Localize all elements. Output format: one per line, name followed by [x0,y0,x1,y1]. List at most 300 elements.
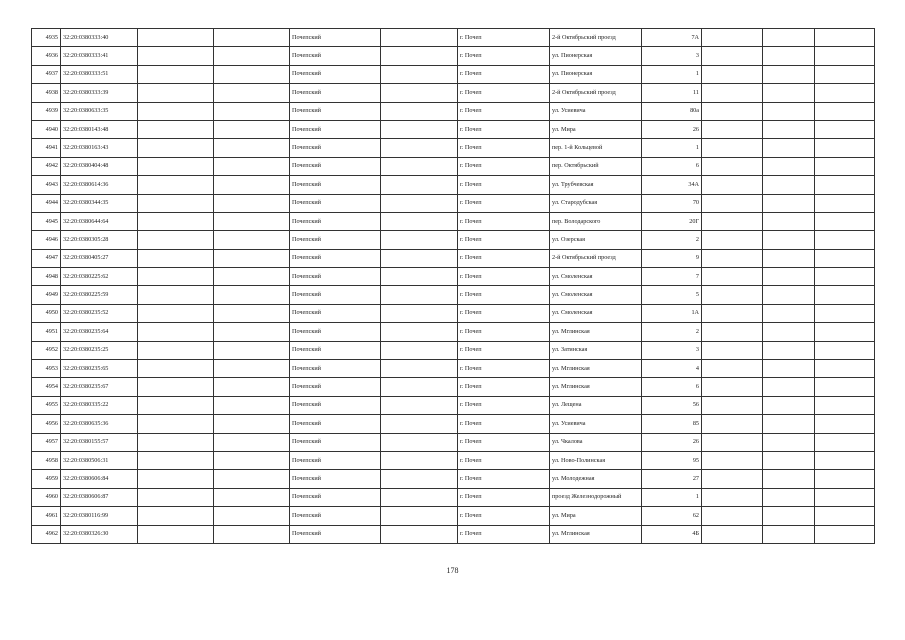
district-cell: Почепский [290,157,381,175]
district-cell: Почепский [290,84,381,102]
empty-cell [702,120,763,138]
cadastral-number-cell: 32:20:0380235:67 [61,378,138,396]
cadastral-number-cell: 32:20:0380116:99 [61,507,138,525]
empty-cell [381,212,458,230]
city-cell: г. Почеп [458,451,550,469]
empty-cell [702,378,763,396]
empty-cell [214,433,290,451]
empty-cell [763,507,815,525]
empty-cell [214,231,290,249]
empty-cell [138,65,214,83]
empty-cell [214,157,290,175]
table-row [32,525,875,543]
cadastral-number-cell: 32:20:0380235:64 [61,323,138,341]
empty-cell [815,451,875,469]
empty-cell [702,65,763,83]
house-number-cell: 1 [642,139,702,157]
row-number-cell: 4958 [32,451,61,469]
row-number-cell: 4949 [32,286,61,304]
house-number-cell: 5 [642,286,702,304]
empty-cell [702,525,763,543]
city-cell: г. Почеп [458,157,550,175]
empty-cell [381,525,458,543]
empty-cell [214,360,290,378]
cadastral-number-cell: 32:20:0380235:65 [61,360,138,378]
empty-cell [702,29,763,47]
row-number-cell: 4961 [32,507,61,525]
empty-cell [381,84,458,102]
empty-cell [138,47,214,65]
row-number-cell: 4936 [32,47,61,65]
district-cell: Почепский [290,433,381,451]
table-row [32,286,875,304]
empty-cell [214,507,290,525]
row-number-cell: 4959 [32,470,61,488]
empty-cell [381,249,458,267]
city-cell: г. Почеп [458,415,550,433]
empty-cell [214,286,290,304]
page-number: 178 [446,566,459,575]
empty-cell [138,120,214,138]
district-cell: Почепский [290,194,381,212]
table-row [32,231,875,249]
district-cell: Почепский [290,507,381,525]
empty-cell [702,157,763,175]
street-cell: ул. Лещена [550,396,642,414]
empty-cell [214,304,290,322]
house-number-cell: 7А [642,29,702,47]
empty-cell [214,102,290,120]
empty-cell [381,47,458,65]
street-cell: ул. Смоленская [550,268,642,286]
street-cell: пер. 1-й Кольцевой [550,139,642,157]
table-row [32,268,875,286]
empty-cell [763,47,815,65]
empty-cell [381,194,458,212]
empty-cell [702,341,763,359]
table-row [32,433,875,451]
empty-cell [815,323,875,341]
empty-cell [214,139,290,157]
empty-cell [815,286,875,304]
city-cell: г. Почеп [458,378,550,396]
empty-cell [138,102,214,120]
empty-cell [138,304,214,322]
street-cell: ул. Мглинская [550,323,642,341]
empty-cell [763,120,815,138]
empty-cell [138,341,214,359]
table-row [32,120,875,138]
cadastral-number-cell: 32:20:0380326:30 [61,525,138,543]
empty-cell [763,451,815,469]
empty-cell [815,378,875,396]
empty-cell [815,231,875,249]
house-number-cell: 26 [642,120,702,138]
empty-cell [815,360,875,378]
empty-cell [763,29,815,47]
street-cell: ул. Смоленская [550,304,642,322]
cadastral-number-cell: 32:20:0380633:35 [61,102,138,120]
house-number-cell: 80а [642,102,702,120]
street-cell: ул. Чкалова [550,433,642,451]
empty-cell [815,157,875,175]
street-cell: 2-й Октябрьский проезд [550,84,642,102]
table-row [32,488,875,506]
table-row [32,470,875,488]
empty-cell [214,65,290,83]
empty-cell [138,157,214,175]
empty-cell [702,304,763,322]
city-cell: г. Почеп [458,268,550,286]
row-number-cell: 4947 [32,249,61,267]
empty-cell [815,29,875,47]
district-cell: Почепский [290,304,381,322]
empty-cell [138,84,214,102]
empty-cell [702,507,763,525]
city-cell: г. Почеп [458,488,550,506]
empty-cell [381,268,458,286]
cadastral-number-cell: 32:20:0380344:35 [61,194,138,212]
empty-cell [702,84,763,102]
empty-cell [815,268,875,286]
row-number-cell: 4945 [32,212,61,230]
cadastral-number-cell: 32:20:0380235:52 [61,304,138,322]
table-row [32,360,875,378]
district-cell: Почепский [290,139,381,157]
row-number-cell: 4952 [32,341,61,359]
cadastral-number-cell: 32:20:0380333:40 [61,29,138,47]
district-cell: Почепский [290,360,381,378]
empty-cell [138,433,214,451]
empty-cell [815,249,875,267]
empty-cell [763,488,815,506]
empty-cell [815,304,875,322]
city-cell: г. Почеп [458,120,550,138]
empty-cell [702,47,763,65]
street-cell: ул. Смоленская [550,286,642,304]
empty-cell [702,323,763,341]
cadastral-number-cell: 32:20:0380606:84 [61,470,138,488]
empty-cell [138,415,214,433]
empty-cell [763,194,815,212]
city-cell: г. Почеп [458,396,550,414]
empty-cell [763,341,815,359]
row-number-cell: 4939 [32,102,61,120]
table-row [32,176,875,194]
row-number-cell: 4951 [32,323,61,341]
row-number-cell: 4943 [32,176,61,194]
empty-cell [381,488,458,506]
empty-cell [138,139,214,157]
empty-cell [381,157,458,175]
city-cell: г. Почеп [458,29,550,47]
cadastral-number-cell: 32:20:0380614:36 [61,176,138,194]
house-number-cell: 27 [642,470,702,488]
cadastral-number-cell: 32:20:0380305:28 [61,231,138,249]
empty-cell [381,29,458,47]
row-number-cell: 4955 [32,396,61,414]
empty-cell [702,415,763,433]
district-cell: Почепский [290,47,381,65]
empty-cell [763,525,815,543]
empty-cell [138,451,214,469]
district-cell: Почепский [290,29,381,47]
street-cell: пер. Октябрьский [550,157,642,175]
table-row [32,396,875,414]
city-cell: г. Почеп [458,212,550,230]
street-cell: ул. Усиевича [550,102,642,120]
empty-cell [138,507,214,525]
empty-cell [763,84,815,102]
district-cell: Почепский [290,396,381,414]
cadastral-number-cell: 32:20:0380333:39 [61,84,138,102]
house-number-cell: 85 [642,415,702,433]
row-number-cell: 4944 [32,194,61,212]
street-cell: пер. Володарского [550,212,642,230]
house-number-cell: 26 [642,433,702,451]
table-body [32,29,875,544]
cadastral-number-cell: 32:20:0380225:62 [61,268,138,286]
register-table [31,28,875,544]
empty-cell [381,396,458,414]
street-cell: 2-й Октябрьский проезд [550,29,642,47]
empty-cell [381,451,458,469]
district-cell: Почепский [290,268,381,286]
empty-cell [214,525,290,543]
empty-cell [214,488,290,506]
empty-cell [815,396,875,414]
empty-cell [702,249,763,267]
house-number-cell: 6 [642,157,702,175]
empty-cell [702,286,763,304]
row-number-cell: 4938 [32,84,61,102]
empty-cell [214,470,290,488]
empty-cell [214,341,290,359]
empty-cell [214,415,290,433]
district-cell: Почепский [290,102,381,120]
house-number-cell: 7 [642,268,702,286]
city-cell: г. Почеп [458,304,550,322]
empty-cell [763,433,815,451]
empty-cell [763,249,815,267]
house-number-cell: 2 [642,323,702,341]
house-number-cell: 3 [642,341,702,359]
house-number-cell: 70 [642,194,702,212]
city-cell: г. Почеп [458,249,550,267]
street-cell: ул. Пионерская [550,65,642,83]
house-number-cell: 1 [642,65,702,83]
empty-cell [815,341,875,359]
house-number-cell: 6 [642,378,702,396]
street-cell: ул. Мглинская [550,360,642,378]
empty-cell [763,139,815,157]
empty-cell [381,507,458,525]
cadastral-number-cell: 32:20:0380644:64 [61,212,138,230]
empty-cell [702,194,763,212]
house-number-cell: 34А [642,176,702,194]
house-number-cell: 95 [642,451,702,469]
empty-cell [702,396,763,414]
empty-cell [138,268,214,286]
empty-cell [381,304,458,322]
cadastral-number-cell: 32:20:0380235:25 [61,341,138,359]
empty-cell [702,176,763,194]
empty-cell [815,176,875,194]
empty-cell [815,470,875,488]
house-number-cell: 62 [642,507,702,525]
city-cell: г. Почеп [458,470,550,488]
empty-cell [138,470,214,488]
table-row [32,65,875,83]
row-number-cell: 4956 [32,415,61,433]
cadastral-number-cell: 32:20:0380606:87 [61,488,138,506]
empty-cell [381,139,458,157]
empty-cell [815,525,875,543]
row-number-cell: 4940 [32,120,61,138]
district-cell: Почепский [290,488,381,506]
row-number-cell: 4942 [32,157,61,175]
empty-cell [138,212,214,230]
row-number-cell: 4941 [32,139,61,157]
row-number-cell: 4954 [32,378,61,396]
empty-cell [815,433,875,451]
district-cell: Почепский [290,176,381,194]
empty-cell [381,378,458,396]
table-row [32,29,875,47]
table-row [32,341,875,359]
empty-cell [138,323,214,341]
empty-cell [214,378,290,396]
house-number-cell: 9 [642,249,702,267]
empty-cell [381,323,458,341]
empty-cell [381,470,458,488]
empty-cell [381,341,458,359]
table-row [32,47,875,65]
empty-cell [702,231,763,249]
city-cell: г. Почеп [458,65,550,83]
table-row [32,139,875,157]
cadastral-number-cell: 32:20:0380405:27 [61,249,138,267]
row-number-cell: 4953 [32,360,61,378]
house-number-cell: 2 [642,231,702,249]
empty-cell [702,268,763,286]
city-cell: г. Почеп [458,286,550,304]
street-cell: ул. Мглинская [550,525,642,543]
street-cell: 2-й Октябрьский проезд [550,249,642,267]
empty-cell [702,488,763,506]
district-cell: Почепский [290,525,381,543]
empty-cell [381,102,458,120]
empty-cell [214,268,290,286]
table-row [32,194,875,212]
row-number-cell: 4960 [32,488,61,506]
empty-cell [815,84,875,102]
empty-cell [815,212,875,230]
empty-cell [702,212,763,230]
table-row [32,304,875,322]
empty-cell [763,102,815,120]
empty-cell [381,120,458,138]
empty-cell [763,470,815,488]
table-row [32,378,875,396]
city-cell: г. Почеп [458,176,550,194]
city-cell: г. Почеп [458,341,550,359]
empty-cell [763,268,815,286]
table-row [32,415,875,433]
district-cell: Почепский [290,341,381,359]
city-cell: г. Почеп [458,507,550,525]
empty-cell [214,29,290,47]
empty-cell [381,231,458,249]
street-cell: ул. Усиевича [550,415,642,433]
table-row [32,451,875,469]
empty-cell [138,525,214,543]
empty-cell [138,488,214,506]
city-cell: г. Почеп [458,525,550,543]
district-cell: Почепский [290,470,381,488]
row-number-cell: 4935 [32,29,61,47]
empty-cell [763,323,815,341]
empty-cell [138,396,214,414]
district-cell: Почепский [290,378,381,396]
row-number-cell: 4946 [32,231,61,249]
district-cell: Почепский [290,249,381,267]
table-row [32,212,875,230]
empty-cell [138,286,214,304]
empty-cell [138,360,214,378]
street-cell: ул. Трубчевская [550,176,642,194]
house-number-cell: 1 [642,488,702,506]
cadastral-number-cell: 32:20:0380163:43 [61,139,138,157]
empty-cell [763,231,815,249]
empty-cell [763,212,815,230]
street-cell: ул. Озерская [550,231,642,249]
empty-cell [138,378,214,396]
district-cell: Почепский [290,212,381,230]
empty-cell [214,194,290,212]
empty-cell [381,65,458,83]
city-cell: г. Почеп [458,433,550,451]
house-number-cell: 1А [642,304,702,322]
street-cell: ул. Затинская [550,341,642,359]
city-cell: г. Почеп [458,231,550,249]
cadastral-number-cell: 32:20:0380333:41 [61,47,138,65]
row-number-cell: 4950 [32,304,61,322]
row-number-cell: 4948 [32,268,61,286]
table-row [32,102,875,120]
street-cell: ул. Стародубская [550,194,642,212]
empty-cell [702,470,763,488]
empty-cell [763,396,815,414]
city-cell: г. Почеп [458,84,550,102]
empty-cell [214,47,290,65]
empty-cell [214,212,290,230]
street-cell: ул. Мира [550,507,642,525]
city-cell: г. Почеп [458,360,550,378]
empty-cell [381,286,458,304]
row-number-cell: 4962 [32,525,61,543]
district-cell: Почепский [290,231,381,249]
table-row [32,249,875,267]
cadastral-number-cell: 32:20:0380155:57 [61,433,138,451]
district-cell: Почепский [290,65,381,83]
row-number-cell: 4957 [32,433,61,451]
empty-cell [138,194,214,212]
empty-cell [381,176,458,194]
street-cell: проезд Железнодорожный [550,488,642,506]
street-cell: ул. Молодежная [550,470,642,488]
empty-cell [138,29,214,47]
